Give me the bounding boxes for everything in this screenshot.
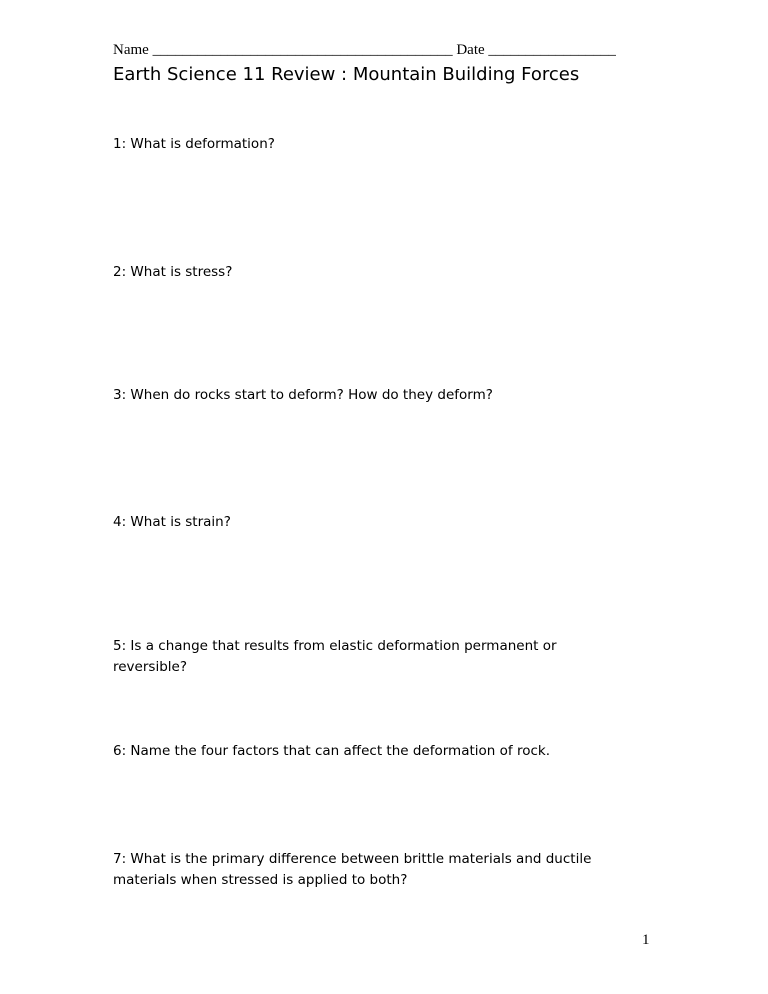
question-1: 1: What is deformation?: [113, 136, 275, 152]
question-7: 7: What is the primary difference between brittle materials and ductile materials when stressed is applied to both?: [113, 851, 592, 888]
date-label: Date: [456, 42, 485, 58]
name-date-header: [113, 42, 616, 59]
page-title: Earth Science 11 Review : Mountain Building Forces: [113, 64, 580, 85]
question-4: 4: What is strain?: [113, 514, 231, 530]
question-3: 3: When do rocks start to deform? How do they deform?: [113, 387, 493, 403]
date-blank: _________________: [488, 42, 616, 58]
name-label: Name: [113, 42, 149, 58]
question-5: 5: Is a change that results from elastic deformation permanent or reversible?: [113, 638, 557, 675]
question-6: 6: Name the four factors that can affect the deformation of rock.: [113, 743, 550, 759]
name-blank: ________________________________________: [152, 42, 453, 58]
question-2: 2: What is stress?: [113, 264, 233, 280]
page-number: 1: [642, 932, 650, 948]
